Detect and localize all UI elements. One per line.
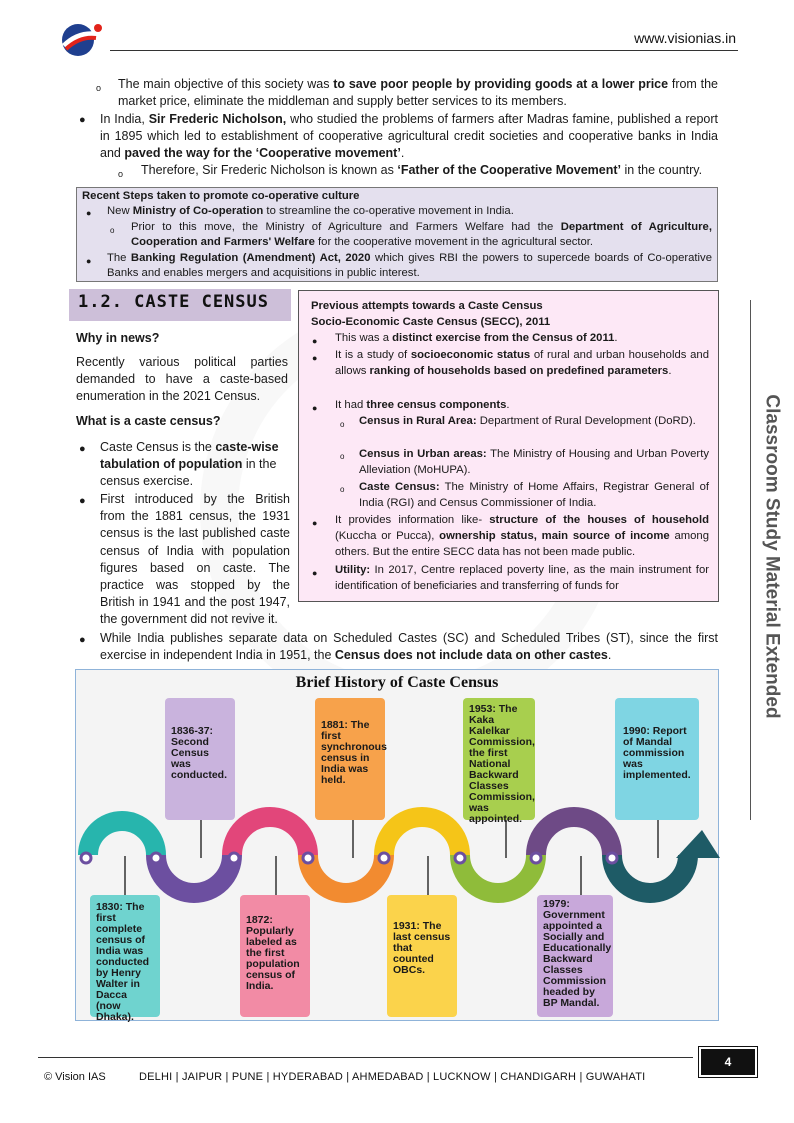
- intro-bullet-nicholson: In India, Sir Frederic Nicholson, who studied the problems of farmers after Madras famine, published a report in 1895 which led to establishment of cooperative agricultural credit societies and cooperative banks in India and paved the way for the ‘Cooperative movement’.: [100, 112, 719, 160]
- caste-census-timeline: [75, 669, 719, 1021]
- why-in-news-heading: Why in news?: [76, 331, 160, 345]
- wave-segment-green: [460, 855, 536, 893]
- timeline-title: Brief History of Caste Census: [295, 674, 499, 691]
- bullet-marker: ●: [79, 443, 86, 455]
- intro-subpoint-2: Therefore, Sir Frederic Nicholson is known as ‘Father of the Cooperative Movement’ in the country.: [141, 163, 703, 177]
- bullet-marker: ●: [79, 495, 86, 507]
- sub-bullet-marker: o: [118, 169, 124, 179]
- why-in-news-text: Recently various political parties demanded to have a caste-based enumeration in the 2021 Census.: [76, 355, 288, 403]
- secc-subpoint-caste: Caste Census: The Ministry of Home Affairs, Registrar General of India (RGI) and Census Commissioner of India.: [359, 481, 709, 509]
- secc-bullet-information: It provides information like- structure of the houses of household (Kuccha or Pucca), ownership status, main source of income among others. But the entire SECC data has not been made public.: [335, 514, 709, 558]
- caste-census-history: First introduced by the British from the 1881 census, the 1931 census is the last published caste census of India with population figures based on caste. The practice was stopped by the British in 1941 and the post 1947, the government did not revive it.: [100, 492, 290, 627]
- side-banner-text: Classroom Study Material Extended: [761, 394, 783, 719]
- wave-segment-violet: [536, 817, 612, 855]
- wave-segment-orange: [308, 855, 384, 893]
- timeline-event-1830: 1830: The first complete census of India was conducted by Henry Walter in Dacca (now Dhaka).: [90, 895, 160, 1017]
- secc-bullet-components: It had three census components.: [335, 399, 510, 411]
- section-title: 1.2. CASTE CENSUS: [69, 289, 291, 321]
- timeline-event-1872: 1872: Popularly labeled as the first population census of India.: [240, 895, 310, 1017]
- recent-subpoint-department: Prior to this move, the Ministry of Agriculture and Farmers Welfare had the Department of Agriculture, Cooperation and Farmers' Welfare for the cooperative movement in the agricultural sector.: [131, 221, 712, 248]
- sub-bullet-marker: o: [96, 83, 102, 93]
- secc-box: [298, 290, 719, 602]
- header-url[interactable]: www.visionias.in: [634, 30, 736, 46]
- timeline-event-1931: 1931: The last census that counted OBCs.: [387, 895, 457, 1017]
- wave-segment-yellow: [384, 817, 460, 855]
- bullet-marker: ●: [312, 568, 318, 578]
- footer-cities: DELHI | JAIPUR | PUNE | HYDERABAD | AHMEDABAD | LUCKNOW | CHANDIGARH | GUWAHATI: [139, 1071, 646, 1083]
- sub-bullet-marker: o: [110, 226, 115, 235]
- sub-bullet-marker: o: [340, 485, 345, 494]
- secc-bullet-utility: Utility: In 2017, Centre replaced poverty line, as the main instrument for identification of beneficiaries and transferring of funds for: [335, 564, 709, 592]
- bullet-marker: ●: [79, 634, 86, 646]
- bullet-marker: ●: [312, 353, 318, 363]
- side-rule: [750, 300, 751, 820]
- sub-bullet-marker: o: [340, 452, 345, 461]
- bullet-marker: ●: [86, 256, 92, 266]
- caste-census-sc-st-note: While India publishes separate data on Scheduled Castes (SC) and Scheduled Tribes (ST), since the first exercise in independent India in 1951, the Census does not include data on other castes.: [100, 631, 718, 662]
- intro-subpoint-1: The main objective of this society was to save poor people by providing goods at a lower price from the market price, eliminate the middleman and supply better services to its members.: [118, 77, 718, 108]
- what-is-caste-census-heading: What is a caste census?: [76, 414, 221, 428]
- page-number: 4: [701, 1049, 755, 1075]
- bullet-marker: ●: [86, 208, 92, 218]
- wave-segment-darkteal: [612, 855, 688, 893]
- secc-subpoint-rural: Census in Rural Area: Department of Rural Development (DoRD).: [359, 415, 696, 427]
- secc-title-1: Previous attempts towards a Caste Census: [311, 300, 543, 312]
- wave-segment-pink: [232, 817, 308, 855]
- secc-bullet-distinct: This was a distinct exercise from the Census of 2011.: [335, 332, 618, 344]
- wave-arrow-head: [676, 830, 720, 858]
- caste-census-definition: Caste Census is the caste-wise tabulation of population in the census exercise.: [100, 440, 279, 488]
- secc-subpoint-urban: Census in Urban areas: The Ministry of Housing and Urban Poverty Alleviation (MoHUPA).: [359, 448, 709, 476]
- timeline-event-1836: 1836-37: Second Census was conducted.: [165, 698, 235, 820]
- recent-bullet-ministry: New Ministry of Co-operation to streamline the co-operative movement in India.: [107, 205, 514, 217]
- bullet-marker: ●: [312, 336, 318, 346]
- recent-steps-title: Recent Steps taken to promote co-operative culture: [82, 190, 360, 202]
- timeline-event-1990: 1990: Report of Mandal commission was implemented.: [615, 698, 699, 820]
- wave-segment-purple: [156, 855, 232, 893]
- timeline-event-1953: 1953: The Kaka Kalelkar Commission, the first National Backward Classes Commission, was appointed.: [463, 698, 535, 820]
- bullet-marker: ●: [79, 114, 86, 126]
- recent-steps-box: [76, 187, 718, 282]
- vision-ias-logo: [56, 18, 106, 58]
- sub-bullet-marker: o: [340, 420, 345, 429]
- bullet-marker: ●: [312, 518, 318, 528]
- recent-bullet-banking-act: The Banking Regulation (Amendment) Act, 2020 which gives RBI the powers to supercede boards of Co-operative Banks and enables mergers and acquisitions in public interest.: [107, 252, 712, 279]
- header-rule: [110, 50, 738, 51]
- timeline-event-1881: 1881: The first synchronous census in India was held.: [315, 698, 385, 820]
- bullet-marker: ●: [312, 403, 318, 413]
- secc-bullet-socioeconomic: It is a study of socioeconomic status of rural and urban households and allows ranking of households based on predefined parameters.: [335, 349, 710, 377]
- timeline-event-1979: 1979: Government appointed a Socially and Educationally Backward Classes Commission headed by BP Mandal.: [537, 895, 613, 1017]
- side-banner: [757, 300, 787, 820]
- secc-title-2: Socio-Economic Caste Census (SECC), 2011: [311, 316, 551, 328]
- wave-segment-teal: [88, 821, 156, 855]
- footer-rule: [38, 1057, 693, 1058]
- footer-brand: © Vision IAS: [44, 1071, 106, 1083]
